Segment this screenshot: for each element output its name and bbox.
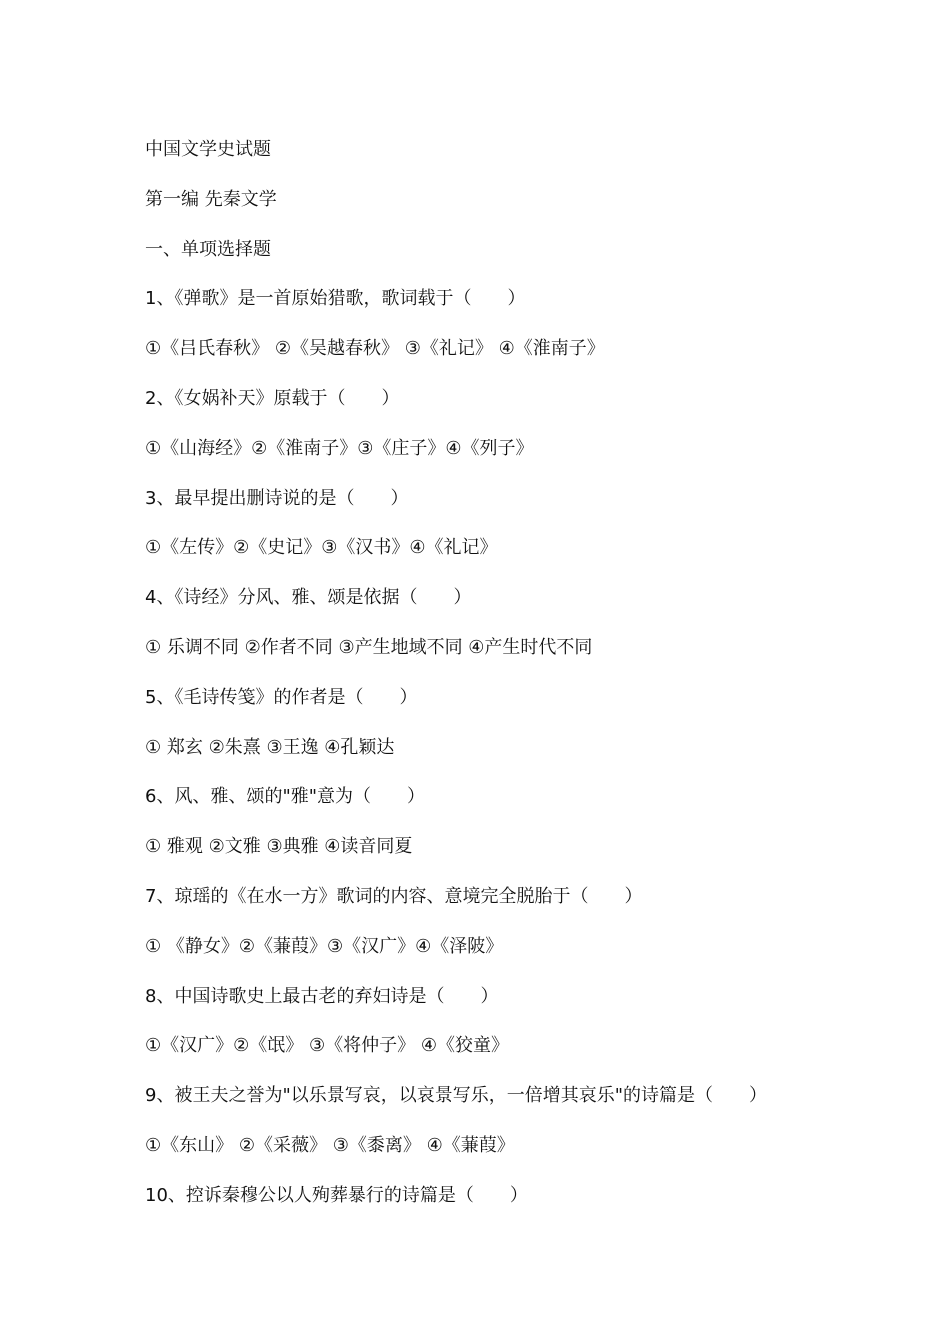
document-body [145, 134, 905, 1230]
question-9: 9、被王夫之誉为"以乐景写哀，以哀景写乐，一倍增其哀乐"的诗篇是（ ） [145, 1085, 768, 1107]
question-7: 7、琼瑶的《在水一方》歌词的内容、意境完全脱胎于（ ） [145, 885, 643, 907]
document-title: 中国文学史试题 [145, 139, 271, 160]
question-10: 10、控诉秦穆公以人殉葬暴行的诗篇是（ ） [145, 1184, 528, 1206]
question-6-options: ① 雅观 ②文雅 ③典雅 ④读音同夏 [145, 836, 413, 858]
question-7-options: ① 《静女》②《蒹葭》③《汉广》④《泽陂》 [145, 935, 504, 957]
question-3: 3、最早提出删诗说的是（ ） [145, 487, 409, 509]
question-4: 4、《诗经》分风、雅、颂是依据（ ） [145, 587, 472, 609]
question-4-options: ① 乐调不同 ②作者不同 ③产生地域不同 ④产生时代不同 [145, 636, 593, 658]
question-5-options: ① 郑玄 ②朱熹 ③王逸 ④孔颖达 [145, 736, 395, 758]
question-2-options: ①《山海经》②《淮南子》③《庄子》④《列子》 [145, 437, 534, 459]
question-2: 2、《女娲补天》原载于（ ） [145, 387, 400, 409]
question-1: 1、《弹歌》是一首原始猎歌，歌词载于（ ） [145, 288, 526, 310]
question-1-options: ①《吕氏春秋》 ②《吴越春秋》 ③《礼记》 ④《淮南子》 [145, 338, 605, 360]
question-5: 5、《毛诗传笺》的作者是（ ） [145, 686, 418, 708]
question-6: 6、风、雅、颂的"雅"意为（ ） [145, 786, 426, 808]
question-8: 8、中国诗歌史上最古老的弃妇诗是（ ） [145, 985, 499, 1007]
question-9-options: ①《东山》 ②《采薇》 ③《黍离》 ④《蒹葭》 [145, 1134, 515, 1156]
section-heading: 第一编 先秦文学 [145, 188, 277, 210]
question-3-options: ①《左传》②《史记》③《汉书》④《礼记》 [145, 537, 498, 559]
subsection-heading: 一、单项选择题 [145, 238, 271, 260]
question-8-options: ①《汉广》②《氓》 ③《将仲子》 ④《狡童》 [145, 1035, 509, 1057]
